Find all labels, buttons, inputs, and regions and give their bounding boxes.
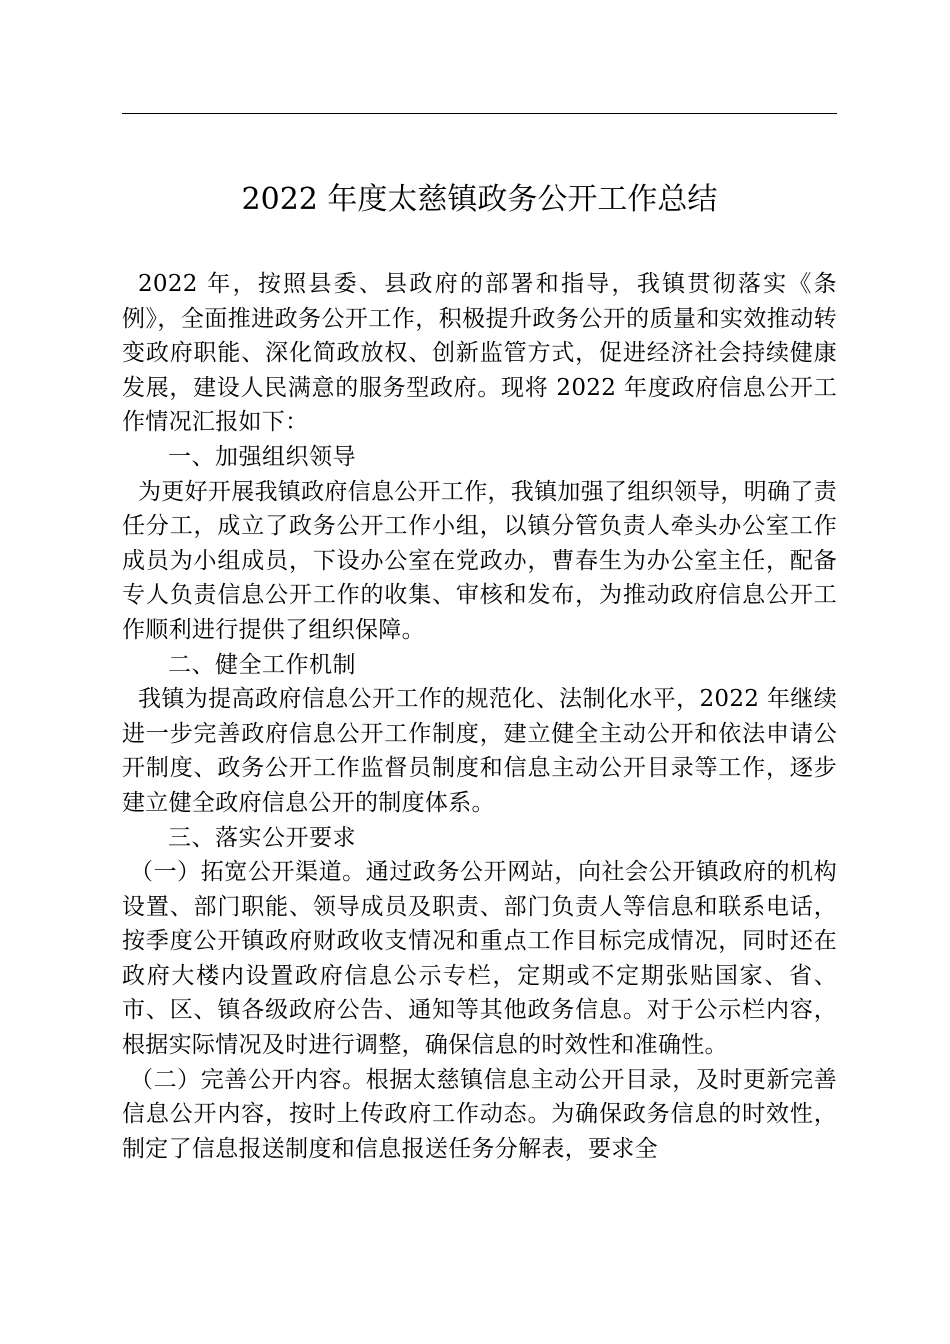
section-heading-3: 三、落实公开要求	[168, 824, 356, 851]
document-title: 2022 年度太慈镇政务公开工作总结	[241, 182, 718, 217]
header-rule	[122, 113, 837, 114]
section-2-paragraph: 我镇为提高政府信息公开工作的规范化、法制化水平，2022 年继续进一步完善政府信息公开工作制度，建立健全主动公开和依法申请公开制度、政务公开工作监督员制度和信息主动公开目录等工作，逐步建立健全政府信息公开的制度体系。	[122, 686, 837, 816]
section-heading-1: 一、加强组织领导	[168, 443, 356, 470]
intro-paragraph: 2022 年，按照县委、县政府的部署和指导，我镇贯彻落实《条例》，全面推进政务公开工作，积极提升政务公开的质量和实效推动转变政府职能、深化简政放权、创新监管方式，促进经济社会持续健康发展，建设人民满意的服务型政府。现将 2022 年度政府信息公开工作情况汇报如下：	[122, 271, 837, 436]
section-3-item-2-paragraph: （二）完善公开内容。根据太慈镇信息主动公开目录，及时更新完善信息公开内容，按时上传政府工作动态。为确保政务信息的时效性，制定了信息报送制度和信息报送任务分解表，要求全	[122, 1066, 837, 1162]
section-1-paragraph: 为更好开展我镇政府信息公开工作，我镇加强了组织领导，明确了责任分工，成立了政务公开工作小组，以镇分管负责人牵头办公室工作成员为小组成员，下设办公室在党政办，曹春生为办公室主任，配备专人负责信息公开工作的收集、审核和发布，为推动政府信息公开工作顺利进行提供了组织保障。	[122, 478, 837, 643]
section-heading-2: 二、健全工作机制	[168, 651, 356, 678]
section-3-item-1-paragraph: （一）拓宽公开渠道。通过政务公开网站，向社会公开镇政府的机构设置、部门职能、领导成员及职责、部门负责人等信息和联系电话，按季度公开镇政府财政收支情况和重点工作目标完成情况，同时还在政府大楼内设置政府信息公示专栏，定期或不定期张贴国家、省、市、区、镇各级政府公告、通知等其他政务信息。对于公示栏内容，根据实际情况及时进行调整，确保信息的时效性和准确性。	[122, 859, 837, 1059]
document-body	[122, 267, 837, 1166]
